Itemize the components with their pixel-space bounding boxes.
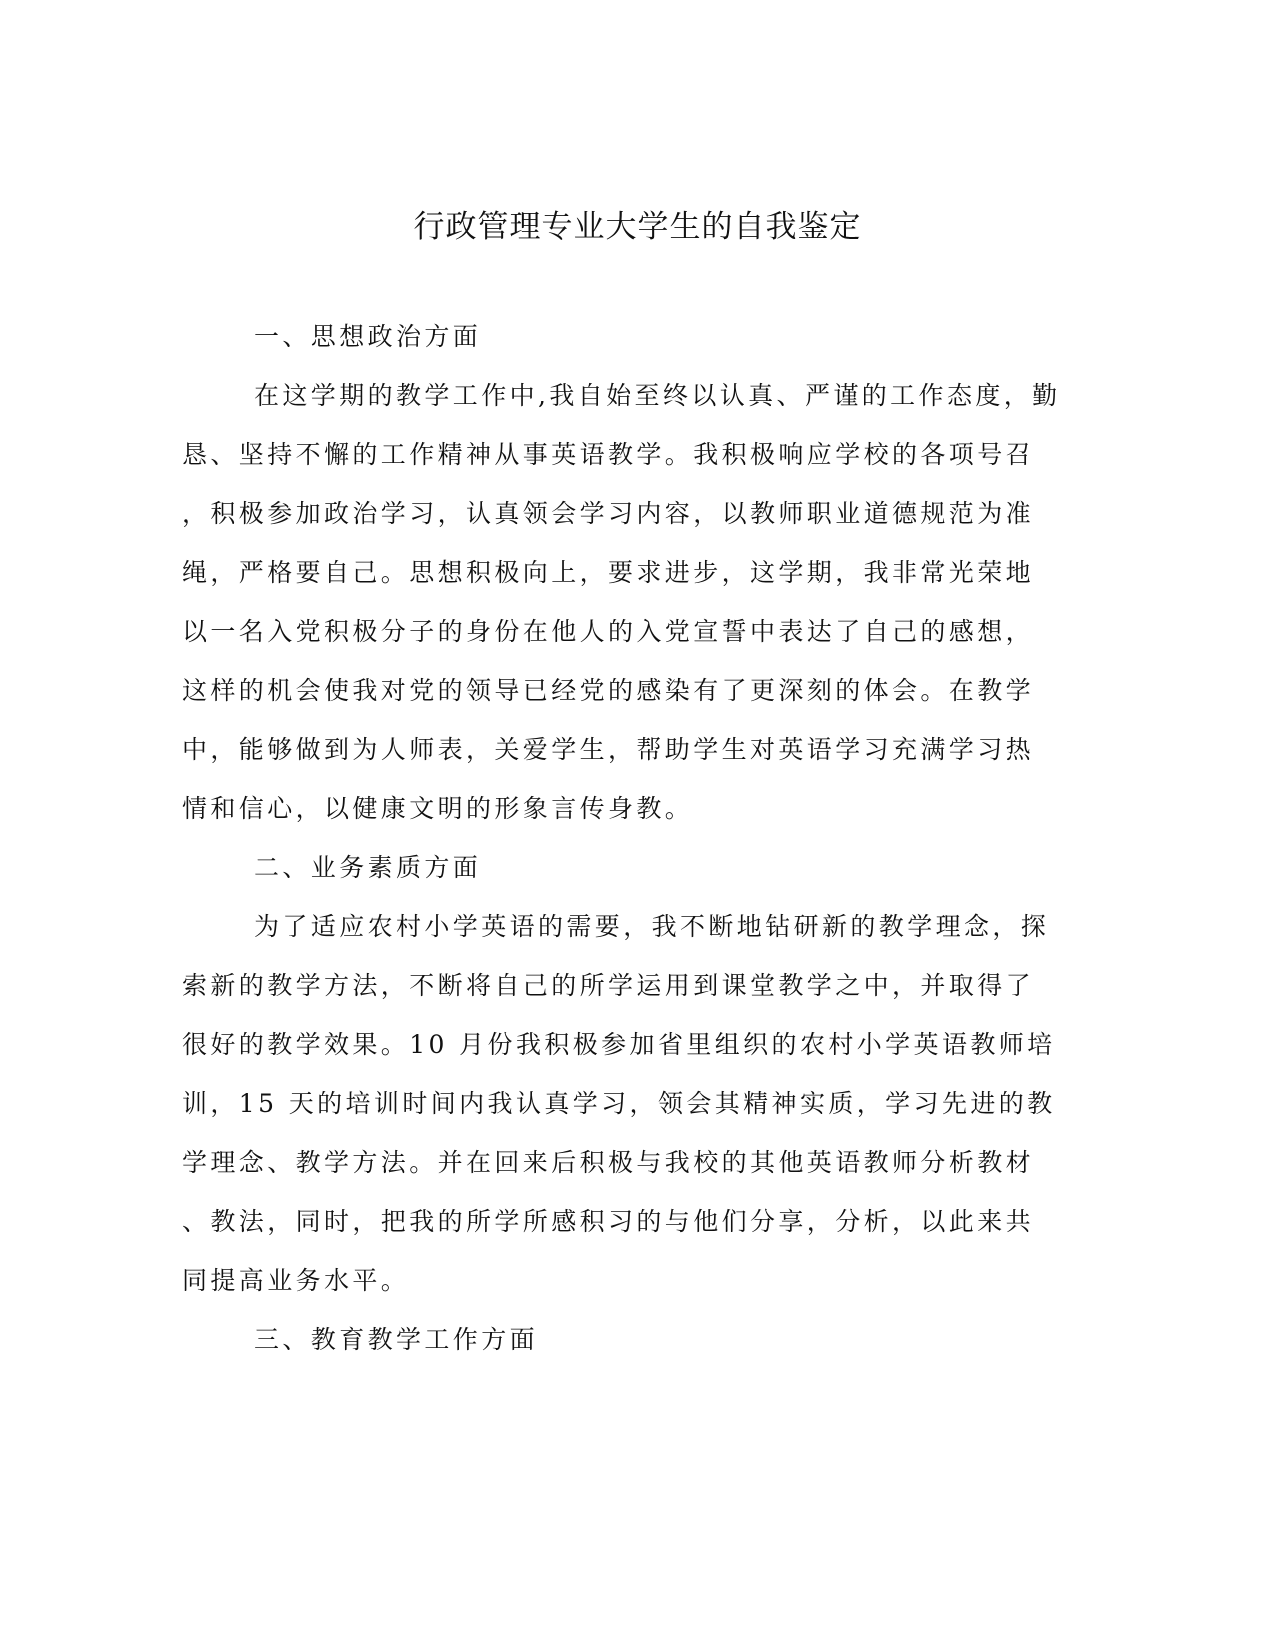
- paragraph-line: 在这学期的教学工作中,我自始至终以认真、严谨的工作态度，勤: [254, 381, 1061, 410]
- paragraph-line: 恳、坚持不懈的工作精神从事英语教学。我积极响应学校的各项号召: [182, 440, 1035, 469]
- paragraph-line: 为了适应农村小学英语的需要，我不断地钻研新的教学理念，探: [254, 912, 1050, 941]
- section-heading-3: 三、教育教学工作方面: [254, 1325, 539, 1354]
- paragraph-line: 中，能够做到为人师表，关爱学生，帮助学生对英语学习充满学习热: [182, 735, 1035, 764]
- paragraph-line: 很好的教学效果。10 月份我积极参加省里组织的农村小学英语教师培: [182, 1030, 1056, 1059]
- paragraph-line: ，积极参加政治学习，认真领会学习内容，以教师职业道德规范为准: [182, 499, 1035, 528]
- paragraph-line: 同提高业务水平。: [182, 1266, 410, 1295]
- paragraph-line: 学理念、教学方法。并在回来后积极与我校的其他英语教师分析教材: [182, 1148, 1035, 1177]
- paragraph-line: 训，15 天的培训时间内我认真学习，领会其精神实质，学习先进的教: [182, 1089, 1056, 1118]
- paragraph-line: 索新的教学方法，不断将自己的所学运用到课堂教学之中，并取得了: [182, 971, 1035, 1000]
- section-heading-2: 二、业务素质方面: [254, 853, 482, 882]
- section-heading-1: 一、思想政治方面: [254, 322, 482, 351]
- paragraph-line: 以一名入党积极分子的身份在他人的入党宣誓中表达了自己的感想，: [182, 617, 1035, 646]
- document-title: 行政管理专业大学生的自我鉴定: [413, 209, 862, 245]
- paragraph-line: 这样的机会使我对党的领导已经党的感染有了更深刻的体会。在教学: [182, 676, 1035, 705]
- paragraph-line: 、教法，同时，把我的所学所感积习的与他们分享，分析，以此来共: [182, 1207, 1035, 1236]
- paragraph-line: 绳，严格要自己。思想积极向上，要求进步，这学期，我非常光荣地: [182, 558, 1035, 587]
- paragraph-line: 情和信心，以健康文明的形象言传身教。: [182, 794, 694, 823]
